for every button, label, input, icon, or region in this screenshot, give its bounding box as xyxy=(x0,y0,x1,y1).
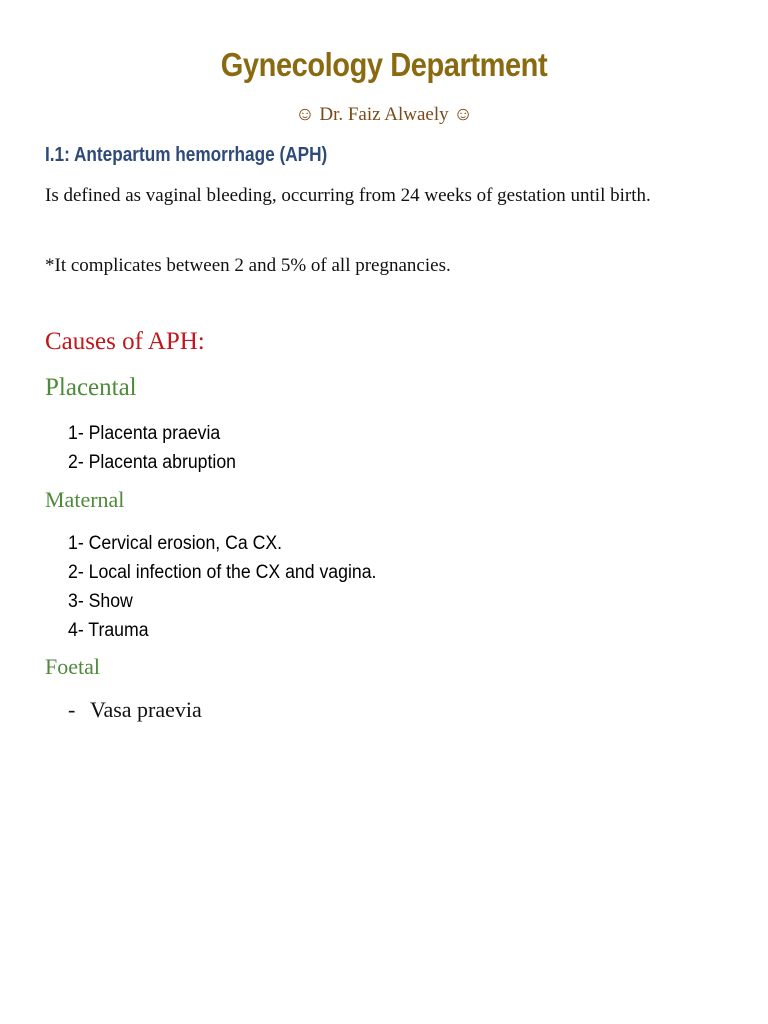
list-item: 2- Placenta abruption xyxy=(68,452,236,473)
placental-list xyxy=(68,419,236,477)
definition-paragraph: Is defined as vaginal bleeding, occurring from 24 weeks of gestation until birth. xyxy=(45,185,651,206)
foetal-heading: Foetal xyxy=(45,654,100,679)
incidence-note: *It complicates between 2 and 5% of all pregnancies. xyxy=(45,255,451,276)
list-item: 2- Local infection of the CX and vagina. xyxy=(68,562,377,583)
maternal-list xyxy=(68,529,376,645)
document-author: ☺ Dr. Faiz Alwaely ☺ xyxy=(295,104,473,125)
maternal-heading: Maternal xyxy=(45,487,125,512)
list-item: 1- Cervical erosion, Ca CX. xyxy=(68,533,283,554)
causes-heading: Causes of APH: xyxy=(45,328,205,355)
list-item: 4- Trauma xyxy=(68,620,149,641)
section-heading: I.1: Antepartum hemorrhage (APH) xyxy=(45,144,328,166)
list-item-text: Vasa praevia xyxy=(90,697,202,722)
document-title: Gynecology Department xyxy=(220,46,548,83)
foetal-list-item xyxy=(68,697,202,723)
list-item: 3- Show xyxy=(68,591,133,612)
list-item: 1- Placenta praevia xyxy=(68,423,221,444)
placental-heading: Placental xyxy=(45,374,137,401)
dash-bullet: - xyxy=(68,697,76,722)
